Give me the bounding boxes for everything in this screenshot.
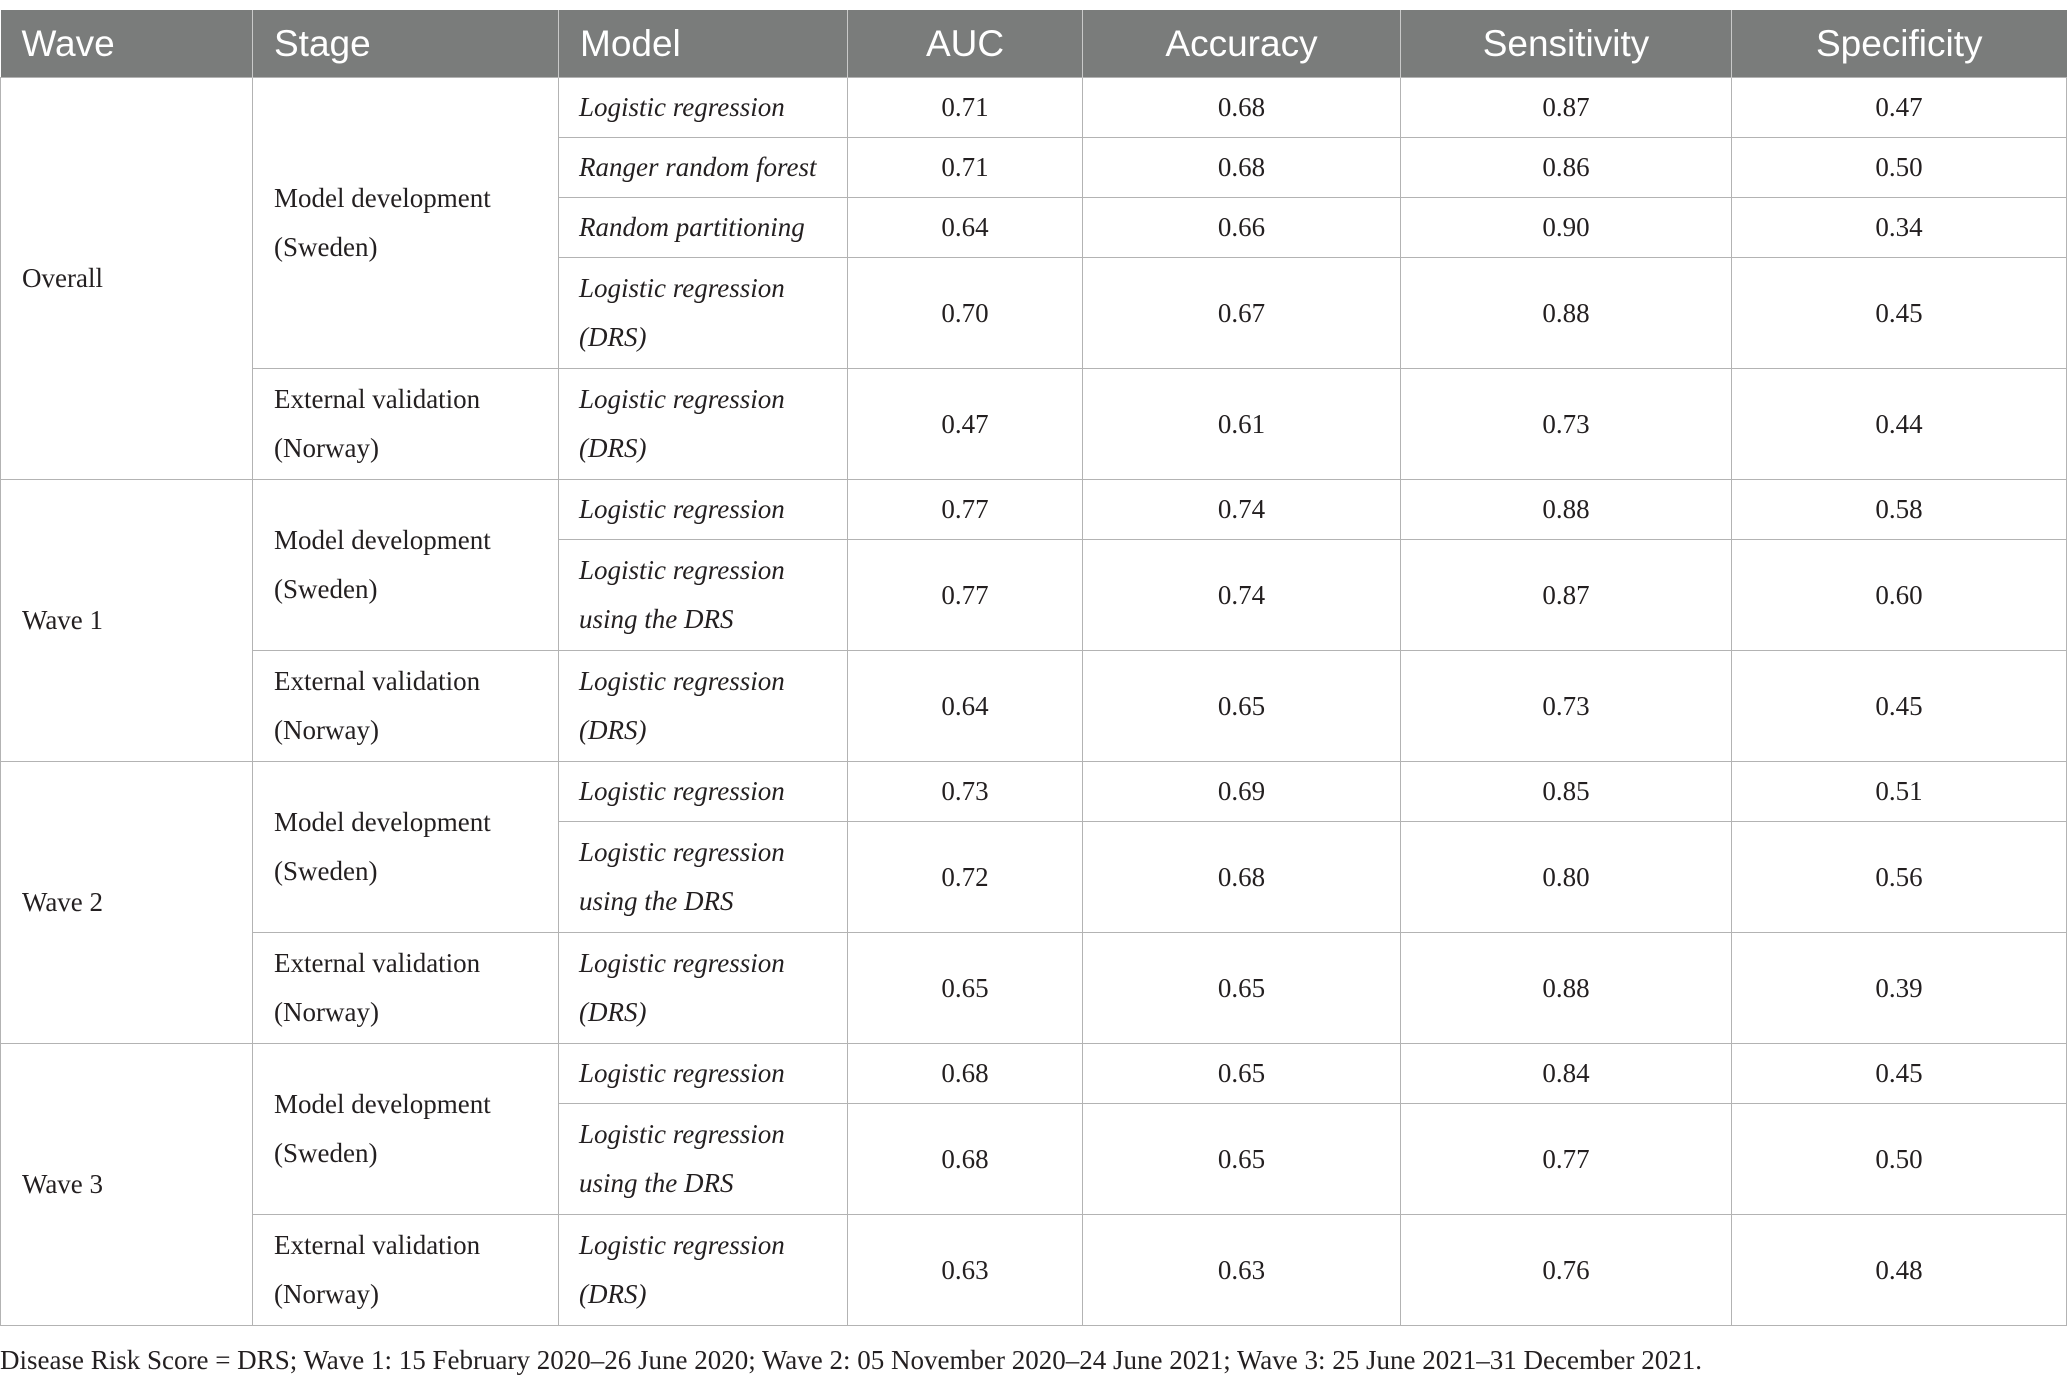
stage-line: Model development bbox=[274, 807, 491, 837]
sensitivity-cell: 0.90 bbox=[1401, 198, 1732, 258]
model-line: (DRS) bbox=[579, 715, 647, 745]
model-cell bbox=[559, 822, 848, 933]
model-line: Random partitioning bbox=[579, 212, 805, 242]
accuracy-cell: 0.65 bbox=[1083, 1104, 1401, 1215]
model-line: Logistic regression bbox=[579, 555, 785, 585]
auc-cell: 0.68 bbox=[848, 1044, 1083, 1104]
header-model: Model bbox=[559, 10, 848, 78]
wave-cell: Wave 2 bbox=[1, 762, 253, 1044]
accuracy-cell: 0.68 bbox=[1083, 138, 1401, 198]
table-row bbox=[1, 1044, 2067, 1104]
stage-cell bbox=[253, 651, 559, 762]
stage-cell bbox=[253, 762, 559, 933]
accuracy-cell: 0.61 bbox=[1083, 369, 1401, 480]
table-row bbox=[1, 1215, 2067, 1326]
stage-line: (Norway) bbox=[274, 1279, 379, 1309]
model-line: using the DRS bbox=[579, 886, 734, 916]
stage-line: External validation bbox=[274, 1230, 481, 1260]
stage-line: External validation bbox=[274, 948, 481, 978]
stage-cell bbox=[253, 1044, 559, 1215]
model-cell bbox=[559, 369, 848, 480]
accuracy-cell: 0.68 bbox=[1083, 822, 1401, 933]
auc-cell: 0.77 bbox=[848, 480, 1083, 540]
specificity-cell: 0.34 bbox=[1732, 198, 2067, 258]
stage-line: (Norway) bbox=[274, 997, 379, 1027]
accuracy-cell: 0.74 bbox=[1083, 480, 1401, 540]
sensitivity-cell: 0.87 bbox=[1401, 78, 1732, 138]
stage-cell bbox=[253, 369, 559, 480]
model-line: Logistic regression bbox=[579, 1119, 785, 1149]
header-row bbox=[1, 10, 2067, 78]
sensitivity-cell: 0.77 bbox=[1401, 1104, 1732, 1215]
sensitivity-cell: 0.87 bbox=[1401, 540, 1732, 651]
model-line: Logistic regression bbox=[579, 666, 785, 696]
table-row bbox=[1, 762, 2067, 822]
table-footnote: Disease Risk Score = DRS; Wave 1: 15 February 2020–26 June 2020; Wave 2: 05 November 2020–24 June 2021; Wave 3: 25 June 2021–31 December 2021. bbox=[0, 1345, 1702, 1375]
model-line: (DRS) bbox=[579, 433, 647, 463]
sensitivity-cell: 0.88 bbox=[1401, 480, 1732, 540]
model-line: Logistic regression bbox=[579, 1230, 785, 1260]
model-line: (DRS) bbox=[579, 322, 647, 352]
table-row bbox=[1, 369, 2067, 480]
header-sensitivity: Sensitivity bbox=[1401, 10, 1732, 78]
sensitivity-cell: 0.73 bbox=[1401, 369, 1732, 480]
stage-line: Model development bbox=[274, 183, 491, 213]
specificity-cell: 0.44 bbox=[1732, 369, 2067, 480]
model-line: using the DRS bbox=[579, 1168, 734, 1198]
specificity-cell: 0.50 bbox=[1732, 138, 2067, 198]
model-line: Logistic regression bbox=[579, 273, 785, 303]
model-line: Logistic regression bbox=[579, 1058, 785, 1088]
model-cell bbox=[559, 1104, 848, 1215]
stage-line: (Sweden) bbox=[274, 232, 378, 262]
specificity-cell: 0.51 bbox=[1732, 762, 2067, 822]
accuracy-cell: 0.68 bbox=[1083, 78, 1401, 138]
model-line: using the DRS bbox=[579, 604, 734, 634]
model-cell bbox=[559, 540, 848, 651]
auc-cell: 0.65 bbox=[848, 933, 1083, 1044]
wave-cell: Overall bbox=[1, 78, 253, 480]
model-cell bbox=[559, 1044, 848, 1104]
accuracy-cell: 0.65 bbox=[1083, 1044, 1401, 1104]
header-wave: Wave bbox=[1, 10, 253, 78]
sensitivity-cell: 0.85 bbox=[1401, 762, 1732, 822]
auc-cell: 0.68 bbox=[848, 1104, 1083, 1215]
stage-line: (Norway) bbox=[274, 715, 379, 745]
model-cell bbox=[559, 651, 848, 762]
specificity-cell: 0.39 bbox=[1732, 933, 2067, 1044]
header-specificity: Specificity bbox=[1732, 10, 2067, 78]
model-line: Logistic regression bbox=[579, 948, 785, 978]
stage-cell bbox=[253, 1215, 559, 1326]
model-line: (DRS) bbox=[579, 1279, 647, 1309]
specificity-cell: 0.48 bbox=[1732, 1215, 2067, 1326]
accuracy-cell: 0.69 bbox=[1083, 762, 1401, 822]
auc-cell: 0.47 bbox=[848, 369, 1083, 480]
results-table bbox=[0, 10, 2067, 1326]
header-accuracy: Accuracy bbox=[1083, 10, 1401, 78]
specificity-cell: 0.45 bbox=[1732, 1044, 2067, 1104]
accuracy-cell: 0.66 bbox=[1083, 198, 1401, 258]
accuracy-cell: 0.65 bbox=[1083, 651, 1401, 762]
auc-cell: 0.71 bbox=[848, 78, 1083, 138]
auc-cell: 0.64 bbox=[848, 651, 1083, 762]
specificity-cell: 0.47 bbox=[1732, 78, 2067, 138]
header-stage: Stage bbox=[253, 10, 559, 78]
stage-cell bbox=[253, 78, 559, 369]
wave-cell: Wave 3 bbox=[1, 1044, 253, 1326]
sensitivity-cell: 0.84 bbox=[1401, 1044, 1732, 1104]
header-auc: AUC bbox=[848, 10, 1083, 78]
stage-line: (Sweden) bbox=[274, 1138, 378, 1168]
specificity-cell: 0.45 bbox=[1732, 651, 2067, 762]
stage-line: (Sweden) bbox=[274, 856, 378, 886]
specificity-cell: 0.56 bbox=[1732, 822, 2067, 933]
model-line: Logistic regression bbox=[579, 776, 785, 806]
auc-cell: 0.70 bbox=[848, 258, 1083, 369]
table-row bbox=[1, 651, 2067, 762]
stage-cell bbox=[253, 480, 559, 651]
accuracy-cell: 0.67 bbox=[1083, 258, 1401, 369]
sensitivity-cell: 0.88 bbox=[1401, 933, 1732, 1044]
model-line: Logistic regression bbox=[579, 384, 785, 414]
auc-cell: 0.71 bbox=[848, 138, 1083, 198]
model-cell bbox=[559, 1215, 848, 1326]
model-line: (DRS) bbox=[579, 997, 647, 1027]
table-row bbox=[1, 933, 2067, 1044]
auc-cell: 0.63 bbox=[848, 1215, 1083, 1326]
sensitivity-cell: 0.86 bbox=[1401, 138, 1732, 198]
specificity-cell: 0.58 bbox=[1732, 480, 2067, 540]
stage-line: External validation bbox=[274, 666, 481, 696]
sensitivity-cell: 0.80 bbox=[1401, 822, 1732, 933]
specificity-cell: 0.50 bbox=[1732, 1104, 2067, 1215]
sensitivity-cell: 0.88 bbox=[1401, 258, 1732, 369]
model-cell bbox=[559, 933, 848, 1044]
model-cell bbox=[559, 258, 848, 369]
specificity-cell: 0.45 bbox=[1732, 258, 2067, 369]
model-line: Logistic regression bbox=[579, 494, 785, 524]
stage-line: (Norway) bbox=[274, 433, 379, 463]
auc-cell: 0.73 bbox=[848, 762, 1083, 822]
model-cell bbox=[559, 138, 848, 198]
model-cell bbox=[559, 762, 848, 822]
model-line: Logistic regression bbox=[579, 92, 785, 122]
model-line: Logistic regression bbox=[579, 837, 785, 867]
auc-cell: 0.77 bbox=[848, 540, 1083, 651]
table-row bbox=[1, 78, 2067, 138]
model-cell bbox=[559, 198, 848, 258]
table-body bbox=[1, 78, 2067, 1326]
wave-cell: Wave 1 bbox=[1, 480, 253, 762]
accuracy-cell: 0.63 bbox=[1083, 1215, 1401, 1326]
auc-cell: 0.72 bbox=[848, 822, 1083, 933]
auc-cell: 0.64 bbox=[848, 198, 1083, 258]
stage-line: Model development bbox=[274, 1089, 491, 1119]
stage-line: External validation bbox=[274, 384, 481, 414]
specificity-cell: 0.60 bbox=[1732, 540, 2067, 651]
model-cell bbox=[559, 480, 848, 540]
model-line: Ranger random forest bbox=[579, 152, 817, 182]
accuracy-cell: 0.74 bbox=[1083, 540, 1401, 651]
stage-line: Model development bbox=[274, 525, 491, 555]
stage-line: (Sweden) bbox=[274, 574, 378, 604]
model-cell bbox=[559, 78, 848, 138]
table-row bbox=[1, 480, 2067, 540]
accuracy-cell: 0.65 bbox=[1083, 933, 1401, 1044]
stage-cell bbox=[253, 933, 559, 1044]
sensitivity-cell: 0.73 bbox=[1401, 651, 1732, 762]
sensitivity-cell: 0.76 bbox=[1401, 1215, 1732, 1326]
